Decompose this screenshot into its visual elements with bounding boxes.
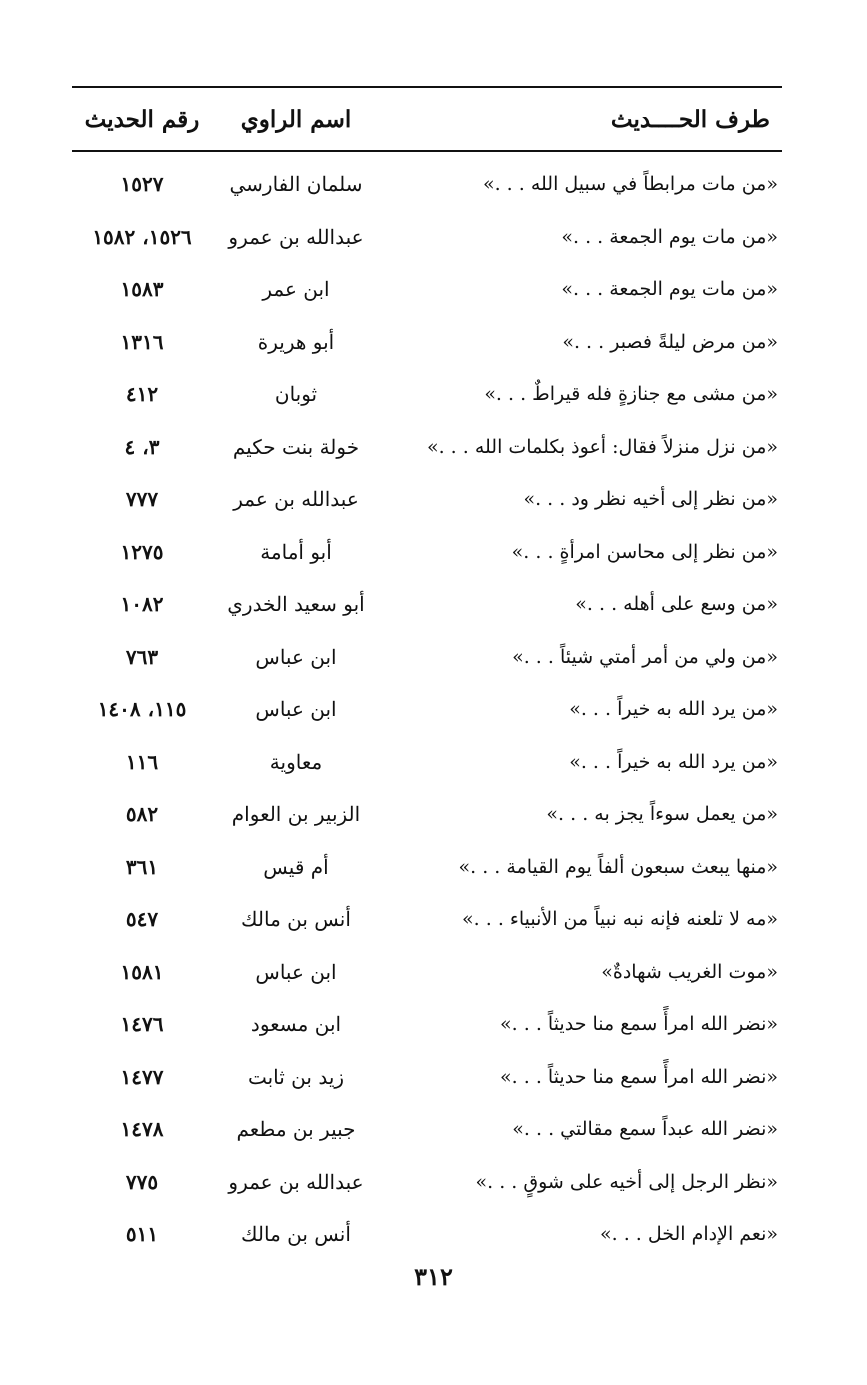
row-narrator: أم قيس xyxy=(263,854,329,879)
row-hadith-number: ١٢٧٥ xyxy=(120,539,164,564)
table-row xyxy=(72,1156,782,1209)
table-row xyxy=(72,368,782,421)
table-row xyxy=(72,893,782,946)
row-hadith-text: «من مات يوم الجمعة . . .» xyxy=(561,278,778,301)
table-row xyxy=(72,421,782,474)
header-narrator: اسم الراوي xyxy=(240,105,352,133)
row-hadith-text: «منها يبعث سبعون ألفاً يوم القيامة . . .» xyxy=(458,855,778,878)
row-narrator: أبو هريرة xyxy=(257,329,335,354)
row-hadith-text: «من مات مرابطاً في سبيل الله . . .» xyxy=(482,173,778,196)
row-hadith-number: ١٥٢٧ xyxy=(120,172,164,197)
row-hadith-number: ٣٦١ xyxy=(125,854,159,879)
table-row xyxy=(72,736,782,789)
row-hadith-text: «من يرد الله به خيراً . . .» xyxy=(569,750,778,773)
row-narrator: أبو سعيد الخدري xyxy=(227,592,365,617)
table-row xyxy=(72,1051,782,1104)
row-hadith-text: «من مرض ليلةً فصبر . . .» xyxy=(562,330,778,353)
row-hadith-text: «نعم الإدام الخل . . .» xyxy=(599,1223,778,1246)
row-narrator: معاوية xyxy=(269,749,323,774)
row-hadith-number: ١٤٧٨ xyxy=(120,1117,164,1142)
row-hadith-text: «نظر الرجل إلى أخيه على شوقٍ . . .» xyxy=(475,1170,778,1193)
row-narrator: الزبير بن العوام xyxy=(231,802,361,827)
table-row xyxy=(72,788,782,841)
table-row xyxy=(72,841,782,894)
row-hadith-number: ١٥٨٣ xyxy=(120,277,164,302)
table-header xyxy=(72,88,782,152)
row-hadith-number: ٤١٢ xyxy=(125,382,159,407)
row-narrator: جبير بن مطعم xyxy=(236,1117,356,1142)
row-hadith-number: ٥١١ xyxy=(125,1222,159,1247)
table-row xyxy=(72,316,782,369)
row-hadith-number: ٥٤٧ xyxy=(125,907,159,932)
row-narrator: عبدالله بن عمرو xyxy=(228,224,364,249)
row-hadith-number: ١١٦ xyxy=(125,749,159,774)
table-row xyxy=(72,578,782,631)
row-hadith-number: ١٥٢٦، ١٥٨٢ xyxy=(92,224,192,249)
row-hadith-number: ٣، ٤ xyxy=(124,434,160,459)
table-row xyxy=(72,473,782,526)
page-number: ٣١٢ xyxy=(414,1262,453,1291)
table-row xyxy=(72,631,782,684)
row-hadith-text: «من وسع على أهله . . .» xyxy=(575,593,778,616)
table-row xyxy=(72,211,782,264)
table-row xyxy=(72,946,782,999)
row-hadith-number: ١٣١٦ xyxy=(120,329,164,354)
row-hadith-text: «من مشى مع جنازةٍ فله قيراطٌ . . .» xyxy=(484,383,778,406)
row-hadith-text: «من نزل منزلاً فقال: أعوذ بكلمات الله . . .» xyxy=(426,435,778,458)
row-narrator: خولة بنت حكيم xyxy=(232,434,360,459)
hadith-index-table xyxy=(72,86,782,1261)
row-narrator: عبدالله بن عمرو xyxy=(228,1169,364,1194)
row-hadith-text: «من نظر إلى محاسن امرأةٍ . . .» xyxy=(511,540,778,563)
table-row xyxy=(72,263,782,316)
row-narrator: ابن عمر xyxy=(262,277,330,302)
row-hadith-text: «من يرد الله به خيراً . . .» xyxy=(569,698,778,721)
row-narrator: ابن عباس xyxy=(255,697,337,722)
table-body xyxy=(72,158,782,1261)
row-hadith-text: «من مات يوم الجمعة . . .» xyxy=(561,225,778,248)
row-hadith-text: «موت الغريب شهادةٌ» xyxy=(601,960,778,983)
row-hadith-text: «نضر الله امرأً سمع منا حديثاً . . .» xyxy=(500,1065,778,1088)
row-hadith-text: «من ولي من أمر أمتي شيئاً . . .» xyxy=(512,645,778,668)
row-hadith-text: «نضر الله عبداً سمع مقالتي . . .» xyxy=(512,1118,778,1141)
row-narrator: أنس بن مالك xyxy=(241,907,351,932)
table-row xyxy=(72,998,782,1051)
table-row xyxy=(72,526,782,579)
row-narrator: ابن عباس xyxy=(255,644,337,669)
table-row xyxy=(72,1208,782,1261)
header-hadith-number: رقم الحديث xyxy=(84,105,200,133)
row-hadith-number: ٧٧٧ xyxy=(125,487,159,512)
row-hadith-text: «مه لا تلعنه فإنه نبه نبياً من الأنبياء . . .» xyxy=(462,908,778,931)
row-hadith-number: ١٤٧٧ xyxy=(120,1064,164,1089)
row-hadith-number: ٥٨٢ xyxy=(125,802,159,827)
row-narrator: ابن عباس xyxy=(255,959,337,984)
table-row xyxy=(72,683,782,736)
row-narrator: ثوبان xyxy=(274,382,318,407)
row-narrator: عبدالله بن عمر xyxy=(233,487,359,512)
row-hadith-number: ٧٧٥ xyxy=(125,1169,159,1194)
row-hadith-number: ١٠٨٢ xyxy=(120,592,164,617)
row-hadith-number: ١٤٧٦ xyxy=(120,1012,164,1037)
row-narrator: زيد بن ثابت xyxy=(247,1064,345,1089)
table-row xyxy=(72,158,782,211)
table-row xyxy=(72,1103,782,1156)
row-narrator: ابن مسعود xyxy=(250,1012,342,1037)
row-hadith-number: ١١٥، ١٤٠٨ xyxy=(97,697,187,722)
row-narrator: سلمان الفارسي xyxy=(229,172,363,197)
row-narrator: أبو أمامة xyxy=(260,539,332,564)
row-hadith-text: «من نظر إلى أخيه نظر ود . . .» xyxy=(523,488,778,511)
row-hadith-text: «نضر الله امرأً سمع منا حديثاً . . .» xyxy=(500,1013,778,1036)
header-hadith-text: طرف الحــــديث xyxy=(610,105,770,133)
row-hadith-number: ١٥٨١ xyxy=(120,959,164,984)
row-hadith-text: «من يعمل سوءاً يجز به . . .» xyxy=(546,803,778,826)
row-narrator: أنس بن مالك xyxy=(241,1222,351,1247)
row-hadith-number: ٧٦٣ xyxy=(125,644,159,669)
